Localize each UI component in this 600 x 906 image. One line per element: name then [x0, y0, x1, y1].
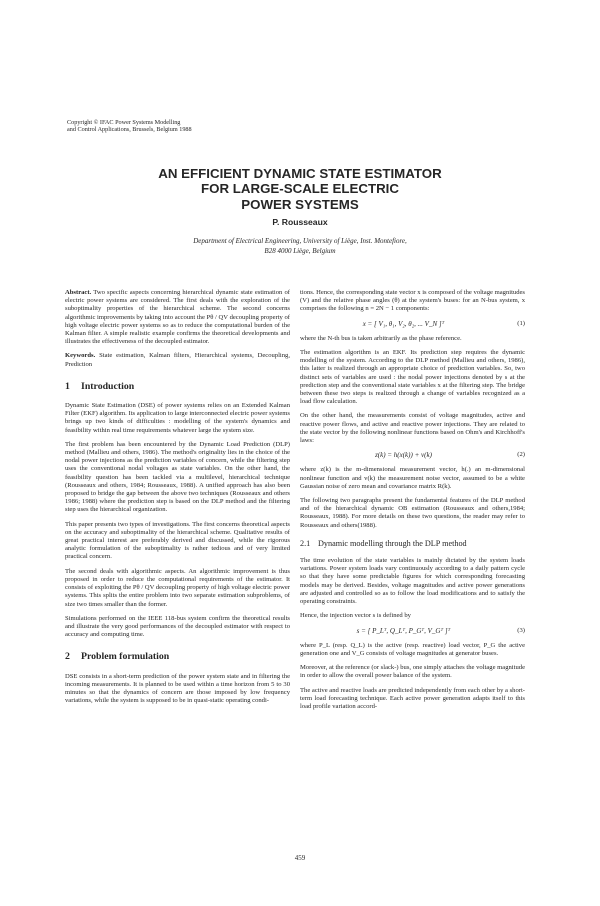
section-number: 2: [65, 651, 70, 663]
author-name: P. Rousseaux: [272, 217, 328, 227]
paragraph: Moreover, at the reference (or slack-) bus, one simply attaches the voltage magnitude in order to allow the overall power balance of the system.: [300, 664, 525, 680]
equation-3: [300, 627, 525, 635]
paragraph: tions. Hence, the corresponding state vector x is composed of the voltage magnitudes (V) and the relative phase angles (θ) at the system's buses: for an N-bus system, x comprises the following n = 2N − 1 components:: [300, 289, 525, 313]
author-affiliation: [0, 237, 600, 256]
subsection-number: 2.1: [300, 538, 311, 548]
section-number: 1: [65, 380, 70, 392]
section-heading-problem-formulation: [65, 653, 290, 661]
section-title: Problem formulation: [81, 651, 170, 663]
left-column: [65, 289, 290, 711]
subsection-heading-dlp: [300, 540, 525, 548]
abstract-label: Abstract.: [65, 289, 92, 296]
affiliation-line-2: B28 4000 Liège, Belgium: [264, 246, 336, 255]
copyright-line-1: Copyright © IFAC Power Systems Modelling: [67, 119, 181, 126]
paragraph: The time evolution of the state variables is mainly dictated by the system loads variations. Power system loads vary continuously according to a daily pattern cycle so that they have some predictable figures for which corresponding forecasting models may be derived. Besides, voltage magnitudes and active power generations are adjusted and controlled so as to follow the load modifications and to satisfy the operating constraints.: [300, 557, 525, 606]
section-heading-introduction: [65, 380, 290, 392]
paragraph: This paper presents two types of investigations. The first concerns theoretical aspects on the accuracy and suboptimality of the hierarchical scheme. Qualitative results of great practical interest are preferably derived and discussed, while the rigorous analytic formulation of the suboptimality is rather tedious and of very limited practical concern.: [65, 520, 290, 561]
paragraph: Simulations performed on the IEEE 118-bus system confirm the theoretical results and illustrate the very good performances of the decoupled estimator with respect to accuracy and computing time.: [65, 614, 290, 639]
equation-number: (1): [517, 319, 525, 327]
equation-body: z(k) = h(x(k)) + v(k): [375, 451, 432, 460]
equation-body: s = [ P_Lᵀ, Q_Lᵀ, P_Gᵀ, V_Gᵀ ]ᵀ: [356, 626, 451, 635]
title-line-2: FOR LARGE-SCALE ELECTRIC: [201, 181, 399, 197]
section-title: Introduction: [81, 380, 135, 392]
affiliation-line-1: Department of Electrical Engineering, University of Liège, Inst. Montefiore,: [193, 237, 407, 245]
paragraph: Hence, the injection vector s is defined by: [300, 612, 411, 620]
equation-body: x = [ V₁, θ₁, V₂, θ₂, ... V_N ]ᵀ: [362, 319, 445, 328]
paper-title: [0, 166, 600, 212]
equation-2: [300, 451, 525, 459]
copyright-line-2: and Control Applications, Brussels, Belgium 1988: [67, 126, 192, 134]
paragraph: where z(k) is the m-dimensional measurement vector, h(.) an m-dimensional nonlinear function and v(k) the measurement noise vector, assumed to be a white Gaussian noise of zero mean and covariance matrix R(k).: [300, 466, 525, 490]
paragraph: The active and reactive loads are predicted independently from each other by a short-term load forecasting technique. Each active power generation adapts itself to this load profile variation accord-: [300, 686, 526, 710]
page-number: 459: [294, 854, 306, 862]
paragraph: On the other hand, the measurements consist of voltage magnitudes, active and reactive power flows, and active and reactive power injections. They are related to the state vector by the following nonlinear functions based on Ohm's and Kirchhoff's laws:: [300, 412, 525, 445]
title-line-3: POWER SYSTEMS: [241, 196, 359, 212]
paragraph: where the N-th bus is taken arbitrarily as the phase reference.: [300, 334, 462, 342]
right-column: [300, 289, 525, 717]
paragraph: The first problem has been encountered by the Dynamic Load Prediction (DLP) method (Mallieu and others, 1986). The method's originality lies in the choice of the nodal power injections as the prediction variables of concern, while the filtering step uses the conventional nodal voltages as state variables. On the other hand, the feasibility question has been tackled via a multilevel, hierarchical technique (Rousseaux and others, 1984; Rousseaux, 1988). A unified approach has also been proposed to bridge the gap between the above two techniques (Rousseaux and others 1986; 1988) where the prediction step is based on the DLP method and the filtering step uses the hierarchical organization.: [65, 440, 290, 514]
paragraph: The following two paragraphs present the fundamental features of the DLP method and of the hierarchical dynamic OB estimation (Rousseaux and others,1984; Rousseaux, 1988). For more details on these two questions, the reader may refer to Rousseaux and others(1988).: [300, 497, 525, 529]
paragraph: The estimation algorithm is an EKF. Its prediction step requires the dynamic modelling of the system. According to the DLP method (Mallieu and others, 1986), this latter is realized through an appropriate choice of prediction variables. So, two distinct sets of variables are used : the nodal power injections denoted by s at the prediction step and the conventional state variables x at the filtering step. The bridge between these two steps is realized through a change of variables recognized as a load flow calculation.: [300, 349, 525, 406]
copyright-notice: [67, 119, 367, 134]
abstract: [65, 289, 290, 346]
equation-number: (2): [517, 451, 525, 459]
paragraph: The second deals with algorithmic aspects. An algorithmic improvement is thus proposed in order to reduce the computational requirements of the estimator. It consists of exploiting the Pθ / QV decoupling property of high voltage electric power systems. This splits the entire problem into two separate estimation subproblems, of size two times smaller than the former.: [65, 567, 290, 608]
equation-number: (3): [517, 626, 525, 634]
keywords: [65, 352, 290, 368]
abstract-text: Two specific aspects concerning hierarchical dynamic state estimation of electric power systems are considered. The first deals with the exploration of the suboptimality properties of the hierarchical scheme. The second concerns algorithmic improvements by taking into account the Pθ / QV decoupling property of high voltage electric power systems so as to reduce the computational burden of the Kalman filter. A simple realistic example confirms the theoretical developments and illustrates the effectiveness of the decoupled estimator.: [65, 289, 290, 346]
equation-1: [300, 320, 525, 328]
paragraph: Dynamic State Estimation (DSE) of power systems relies on an Extended Kalman Filter (EKF) algorithm. Its application to large interconnected electric power systems brings up two kinds of difficulties : modelling of the system's dynamics and feasibility within real time requirements whatever large the system size.: [65, 402, 290, 434]
paragraph: where P_L (resp. Q_L) is the active (resp. reactive) load vector, P_G the active generation one and V_G consists of voltage magnitudes at generator buses.: [300, 641, 525, 657]
subsection-title: Dynamic modelling through the DLP method: [318, 538, 467, 548]
keywords-text: State estimation, Kalman filters, Hierarchical systems, Decoupling, Prediction: [65, 352, 290, 368]
paragraph: DSE consists in a short-term prediction of the power system state and in filtering the incoming measurements. It is planned to be used within a time horizon from 5 to 30 minutes so that the dynamics of concern are those imposed by low frequency variations, while the system is supposed to be in quasi-static operating condi-: [65, 672, 290, 705]
title-line-1: AN EFFICIENT DYNAMIC STATE ESTIMATOR: [158, 166, 442, 181]
keywords-label: Keywords.: [65, 352, 96, 360]
